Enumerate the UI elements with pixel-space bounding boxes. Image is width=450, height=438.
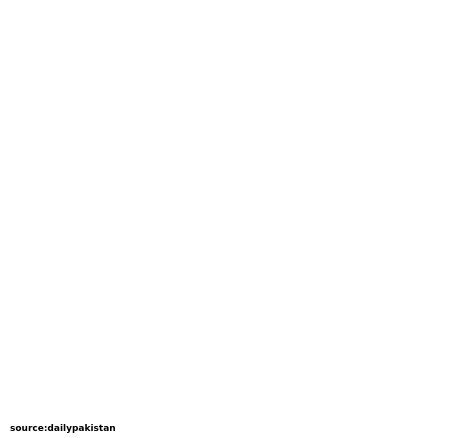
article-paragraph-1 — [6, 32, 444, 95]
article-headline — [6, 4, 444, 26]
source-credit: source:dailypakistan — [10, 424, 116, 434]
article-clipping — [6, 4, 444, 434]
article-paragraph-3 — [6, 235, 444, 256]
article-paragraph-2 — [6, 102, 444, 228]
article-paragraph-4 — [6, 263, 444, 347]
